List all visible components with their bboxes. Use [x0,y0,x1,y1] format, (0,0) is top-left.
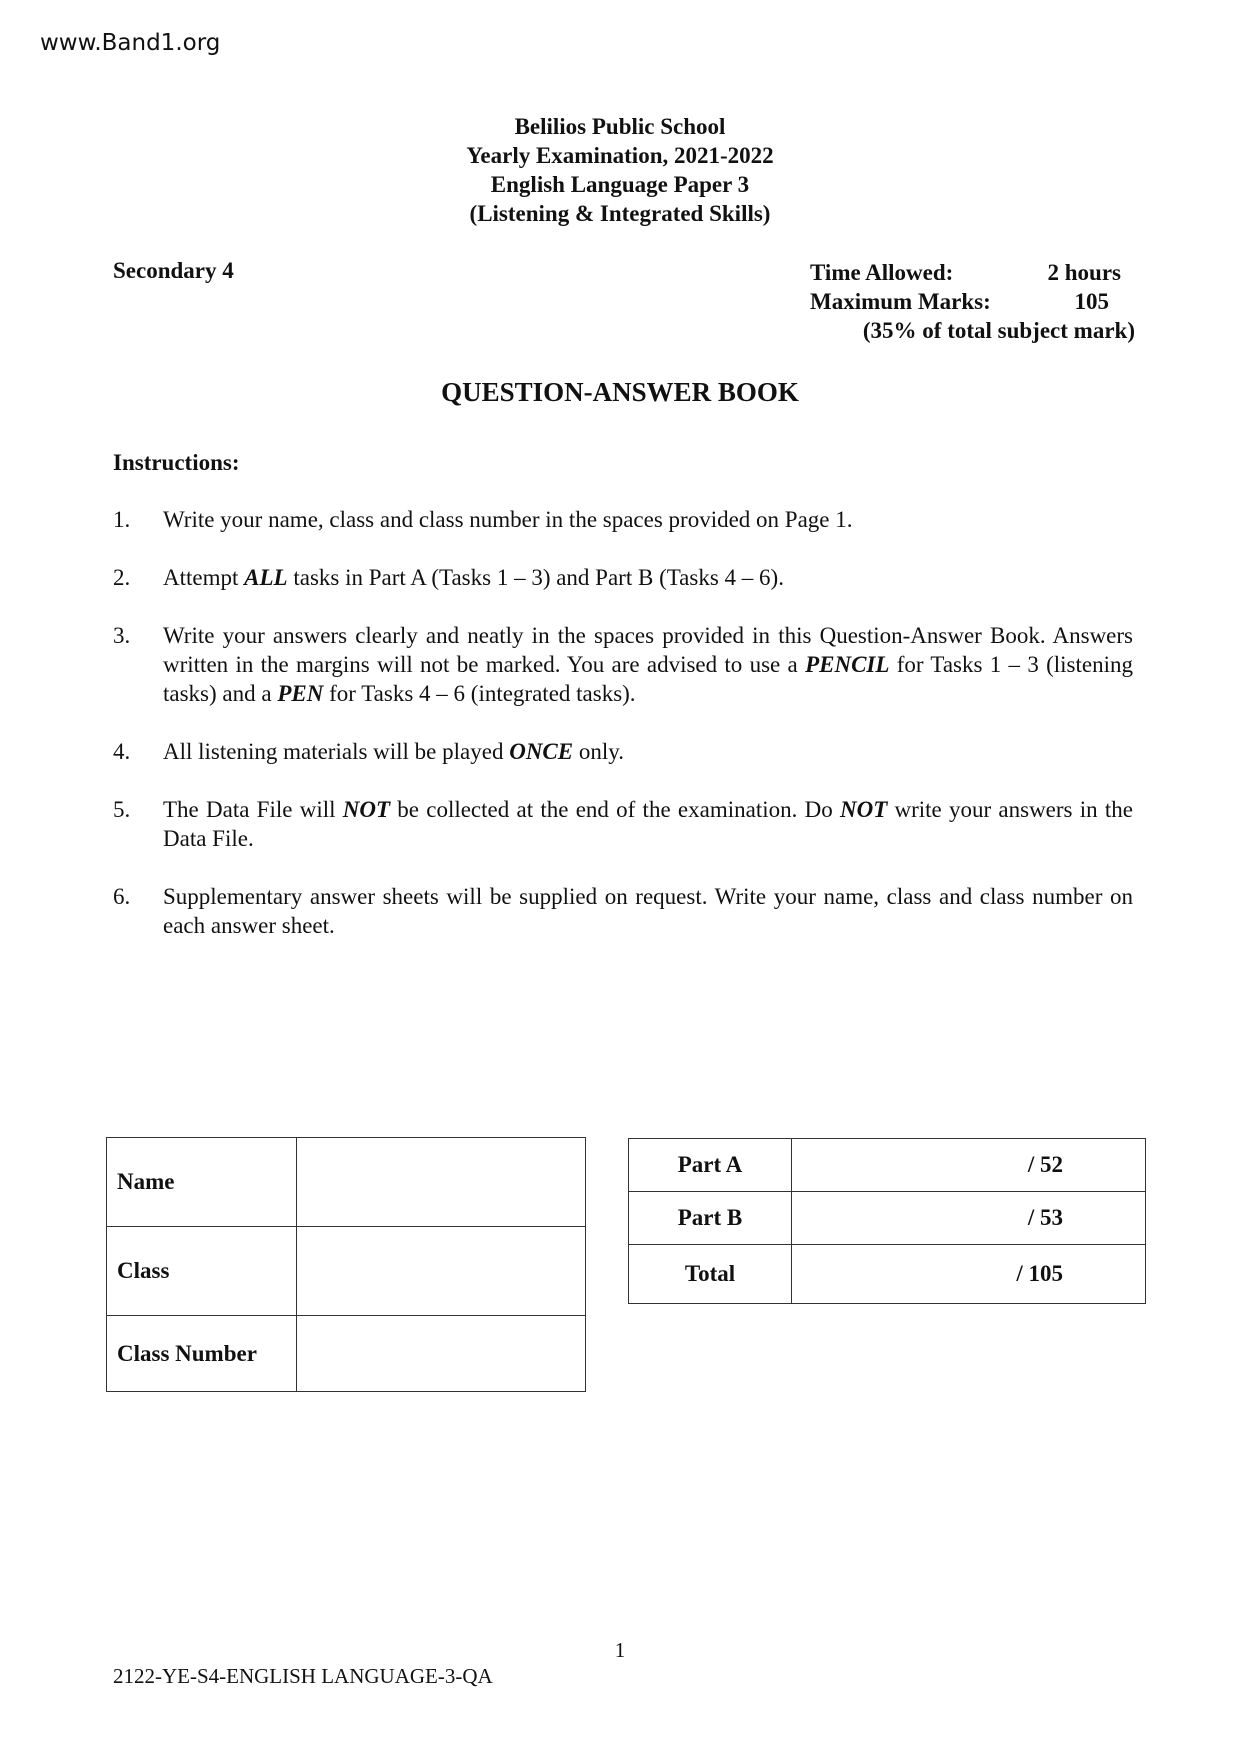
table-row [107,1138,586,1227]
instruction-text: Write your answers clearly and neatly in the spaces provided in this Question-Answer Book. Answers written in the margins will not be marked. You are advised to use a PENCIL for Tasks 1 – 3 (listening tasks) and a PEN for Tasks 4 – 6 (integrated tasks). [163,623,1133,706]
instruction-text: Write your name, class and class number in the spaces provided on Page 1. [163,507,853,532]
class-number-field[interactable] [297,1316,586,1392]
marks-value: 105 [1074,289,1109,314]
instruction-item [113,882,1133,940]
paper-title: English Language Paper 3 [490,172,750,197]
instruction-number: 5. [113,797,131,822]
name-field[interactable] [297,1138,586,1227]
instruction-number: 2. [113,565,131,590]
total-score: / 105 [792,1245,1146,1304]
table-row [107,1316,586,1392]
table-row [629,1139,1146,1192]
instruction-text: All listening materials will be played ONCE only. [163,739,625,764]
exam-meta [810,258,1135,345]
part-b-score: / 53 [792,1192,1146,1245]
name-label: Name [107,1138,297,1227]
paper-subtitle: (Listening & Integrated Skills) [469,201,771,226]
class-label: Class [107,1227,297,1316]
table-row [107,1227,586,1316]
class-number-label: Class Number [107,1316,297,1392]
emphasis: NOT [839,797,888,822]
emphasis: ONCE [509,739,574,764]
instruction-number: 6. [113,884,131,909]
instruction-number: 1. [113,507,131,532]
page-number: 1 [614,1638,626,1662]
instruction-item [113,621,1133,708]
document-header [0,112,1240,228]
table-row [629,1192,1146,1245]
level-label: Secondary 4 [113,258,234,283]
school-name: Belilios Public School [514,114,726,139]
watermark-text: www.Band1.org [40,30,221,56]
instructions-list [113,505,1133,969]
marks-table [628,1138,1146,1304]
instruction-item [113,505,1133,534]
emphasis: PEN [277,681,324,706]
instruction-item [113,737,1133,766]
emphasis: ALL [244,565,288,590]
instruction-text: Supplementary answer sheets will be supplied on request. Write your name, class and class number on each answer sheet. [163,884,1133,938]
emphasis: PENCIL [805,652,890,677]
part-b-label: Part B [629,1192,792,1245]
instruction-number: 4. [113,739,131,764]
instruction-item [113,563,1133,592]
table-row [629,1245,1146,1304]
instruction-number: 3. [113,623,131,648]
exam-title: Yearly Examination, 2021-2022 [466,143,774,168]
marks-note: (35% of total subject mark) [862,318,1135,343]
class-field[interactable] [297,1227,586,1316]
time-value: 2 hours [1047,260,1121,285]
instruction-text: Attempt ALL tasks in Part A (Tasks 1 – 3) and Part B (Tasks 4 – 6). [163,565,784,590]
book-title: QUESTION-ANSWER BOOK [441,377,799,407]
document-code: 2122-YE-S4-ENGLISH LANGUAGE-3-QA [113,1664,493,1688]
time-label: Time Allowed: [810,260,954,285]
total-label: Total [629,1245,792,1304]
instructions-title: Instructions: [113,450,240,475]
marks-label: Maximum Marks: [810,289,991,314]
part-a-label: Part A [629,1139,792,1192]
instruction-text: The Data File will NOT be collected at the end of the examination. Do NOT write your answers in the Data File. [163,797,1133,851]
instruction-item [113,795,1133,853]
student-info-table [106,1137,586,1392]
emphasis: NOT [342,797,391,822]
part-a-score: / 52 [792,1139,1146,1192]
